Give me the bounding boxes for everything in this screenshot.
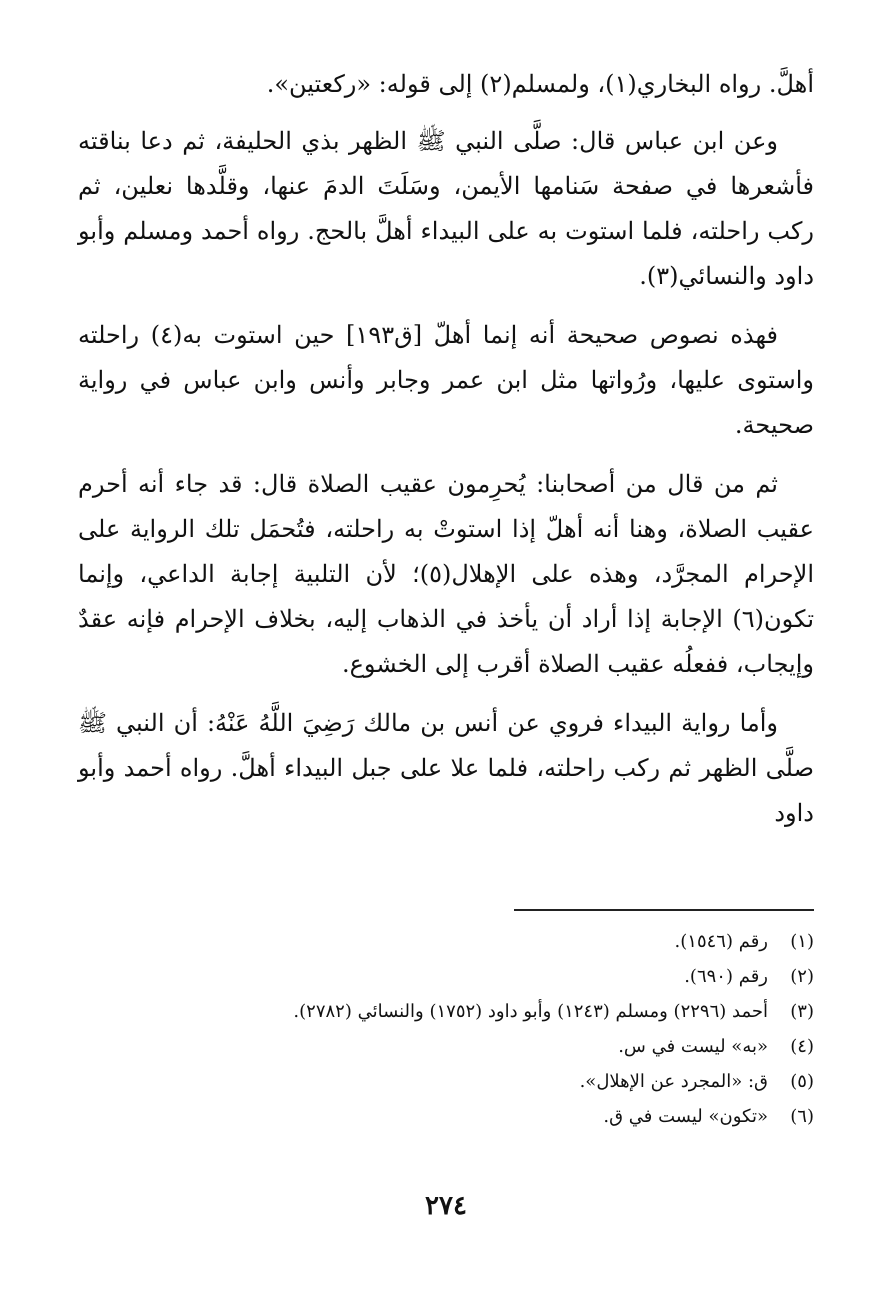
footnote-number: (٤) (790, 1036, 814, 1057)
footnote-item (78, 959, 814, 994)
page-number: ٢٧٤ (425, 1191, 467, 1221)
footnote-item (78, 1029, 814, 1064)
paragraph-1: أهلَّ. رواه البخاري(١)، ولمسلم(٢) إلى قوله: «ركعتين». (266, 70, 814, 98)
footnote-text: «به» ليست في س. (618, 1036, 768, 1057)
footnote-text: أحمد (٢٢٩٦) ومسلم (١٢٤٣) وأبو داود (١٧٥٢) والنسائي (٢٧٨٢). (293, 1001, 768, 1022)
footnote-divider (514, 909, 814, 911)
footnote-number: (٣) (790, 1001, 814, 1022)
footnote-number: (٢) (790, 966, 814, 987)
paragraph-2: وعن ابن عباس قال: صلَّى النبي ﷺ الظهر بذي الحليفة، ثم دعا بناقته فأشعرها في صفحة سَنامها الأيمن، وسَلَتَ الدمَ عنها، وقلَّدها نعلين، ثم ركب راحلته، فلما استوت به على البيداء أهلَّ بالحج. رواه أحمد ومسلم وأبو داود والنسائي(٣). (78, 127, 814, 290)
footnote-number: (٦) (790, 1106, 814, 1127)
footnote-item (78, 1099, 814, 1134)
footnote-text: رقم (٦٩٠). (684, 966, 768, 987)
page-content (78, 62, 814, 1127)
footnote-text: رقم (١٥٤٦). (674, 931, 768, 952)
footnote-number: (٥) (790, 1071, 814, 1092)
footnote-number: (١) (790, 931, 814, 952)
footnotes-list (78, 924, 814, 1134)
paragraph-5: وأما رواية البيداء فروي عن أنس بن مالك رَضِيَ اللَّهُ عَنْهُ: أن النبي ﷺ صلَّى الظهر ثم ركب راحلته، فلما علا على جبل البيداء أهلَّ. رواه أحمد وأبو داود (78, 709, 814, 827)
footnote-item (78, 1064, 814, 1099)
paragraph-3: فهذه نصوص صحيحة أنه إنما أهلّ [ق١٩٣] حين استوت به(٤) راحلته واستوى عليها، ورُواتها مثل ابن عمر وجابر وأنس وابن عباس في رواية صحيحة. (78, 321, 814, 439)
footnote-item (78, 994, 814, 1029)
footnote-item (78, 924, 814, 959)
footnote-text: ق: «المجرد عن الإهلال». (579, 1071, 768, 1092)
footnote-text: «تكون» ليست في ق. (603, 1106, 768, 1127)
paragraph-4: ثم من قال من أصحابنا: يُحرِمون عقيب الصلاة قال: قد جاء أنه أحرم عقيب الصلاة، وهنا أنه أهلّ إذا استوتْ به راحلته، فتُحمَل تلك الرواية على الإحرام المجرَّد، وهذه على الإهلال(٥)؛ لأن التلبية إجابة الداعي، وإنما تكون(٦) الإجابة إذا أراد أن يأخذ في الذهاب إليه، بخلاف الإحرام فإنه عقدٌ وإيجاب، ففعلُه عقيب الصلاة أقرب إلى الخشوع. (78, 470, 814, 678)
